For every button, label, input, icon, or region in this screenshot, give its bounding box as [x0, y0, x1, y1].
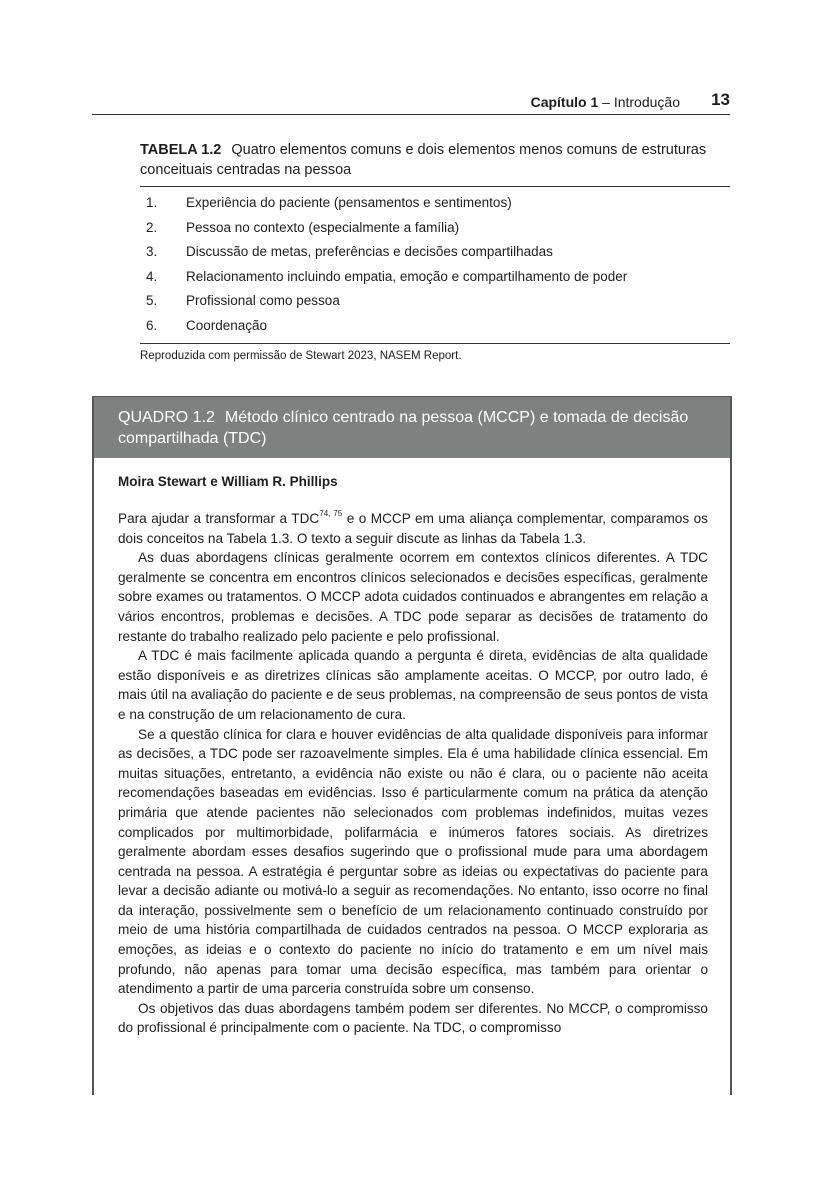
- item-text: Coordenação: [186, 317, 268, 333]
- paragraph: [118, 509, 708, 548]
- item-text: Pessoa no contexto (especialmente a família): [186, 219, 460, 235]
- box-body: [94, 489, 730, 1038]
- chapter-title: [531, 94, 680, 110]
- box-label: QUADRO 1.2: [118, 409, 215, 426]
- item-text: Discussão de metas, preferências e decisões compartilhadas: [186, 244, 553, 260]
- item-number: 6.: [146, 317, 158, 333]
- table-source-note: Reproduzida com permissão de Stewart 2023, NASEM Report.: [140, 349, 462, 362]
- item-text: Experiência do paciente (pensamentos e sentimentos): [186, 195, 512, 210]
- item-number: 4.: [146, 268, 158, 284]
- running-head: [92, 92, 730, 115]
- citation-superscript: 74, 75: [319, 509, 343, 518]
- chapter-number: Capítulo 1: [530, 94, 599, 110]
- item-number: 1.: [146, 195, 158, 210]
- table-caption: [140, 140, 730, 180]
- list-item: [140, 289, 730, 314]
- paragraph: Se a questão clínica for clara e houver evidências de alta qualidade disponíveis para informar as decisões, a TDC pode ser razoavelmente simples. Ela é uma habilidade clínica essencial. Em muitas situações, entretanto, a evidência não existe ou não é clara, ou o paciente não aceita recomendações baseadas em evidências. Isso é particularmente comum na prática da atenção primária que atende pacientes não selecionados com problemas indefinidos, muitas vezes complicados por multimorbidade, polifarmácia e inúmeros fatores sociais. As diretrizes geralmente abordam esses desafios sugerindo que o profissional mude para uma abordagem centrada na pessoa. A estratégia é perguntar sobre as ideias ou expectativas do paciente para levar a decisão adiante ou motivá-lo a seguir as recomendações. No entanto, isso ocorre no final da interação, possivelmente sem o benefício de um relacionamento continuado construído por meio de uma história compartilhada de cuidados centrados na pessoa. O MCCP exploraria as emoções, as ideias e o contexto do paciente no início do tratamento e em um nível mais profundo, não apenas para tomar uma decisão específica, mas também para orientar o atendimento a partir de uma parceria construída sobre um consenso.: [118, 726, 708, 997]
- box-title: Método clínico centrado na pessoa (MCCP) e tomada de decisão compartilhada (TDC): [118, 409, 689, 447]
- list-item: [140, 240, 730, 265]
- chapter-name: – Introdução: [598, 94, 680, 110]
- paragraph: Os objetivos das duas abordagens também podem ser diferentes. No MCCP, o compromisso do profissional é principalmente com o paciente. Na TDC, o compromisso: [118, 1000, 708, 1036]
- box-authors: Moira Stewart e William R. Phillips: [118, 474, 338, 489]
- item-number: 3.: [146, 244, 158, 260]
- list-item: [140, 191, 730, 216]
- paragraph-text: Para ajudar a transformar a TDC: [118, 511, 320, 526]
- paragraph: A TDC é mais facilmente aplicada quando a pergunta é direta, evidências de alta qualidade estão disponíveis e as diretrizes clínicas são amplamente aceitas. O MCCP, por outro lado, é mais útil na avaliação do paciente e de seus problemas, na compreensão de seus pontos de vista e na construção de um relacionamento de cura.: [118, 648, 708, 722]
- table-1-2: [140, 140, 730, 362]
- paragraph: As duas abordagens clínicas geralmente ocorrem em contextos clínicos diferentes. A TDC geralmente se concentra em encontros clínicos selecionados e decisões específicas, geralmente sobre exames ou tratamentos. O MCCP adota cuidados continuados e abrangentes em relação a vários encontros, problemas e decisões. A TDC pode separar as decisões de tratamento do restante do trabalho realizado pelo paciente e pelo profissional.: [118, 550, 708, 644]
- page-number: 13: [711, 90, 730, 109]
- item-number: 5.: [146, 293, 158, 309]
- paragraph-text: e o MCCP em uma aliança complementar, comparamos os dois conceitos na Tabela 1.3. O texto a seguir discute as linhas da Tabela 1.3.: [118, 511, 708, 546]
- table-label: TABELA 1.2: [140, 142, 222, 158]
- table-rule-bottom: [140, 343, 730, 344]
- list-item: [140, 216, 730, 241]
- table-list: [140, 187, 730, 341]
- list-item: [140, 265, 730, 290]
- box-header: [94, 397, 730, 458]
- list-item: [140, 314, 730, 339]
- item-text: Profissional como pessoa: [186, 293, 340, 309]
- table-caption-text: Quatro elementos comuns e dois elementos menos comuns de estruturas conceituais centradas na pessoa: [140, 142, 707, 178]
- quadro-1-2-box: [92, 396, 732, 1095]
- item-number: 2.: [146, 219, 158, 235]
- item-text: Relacionamento incluindo empatia, emoção e compartilhamento de poder: [186, 268, 628, 284]
